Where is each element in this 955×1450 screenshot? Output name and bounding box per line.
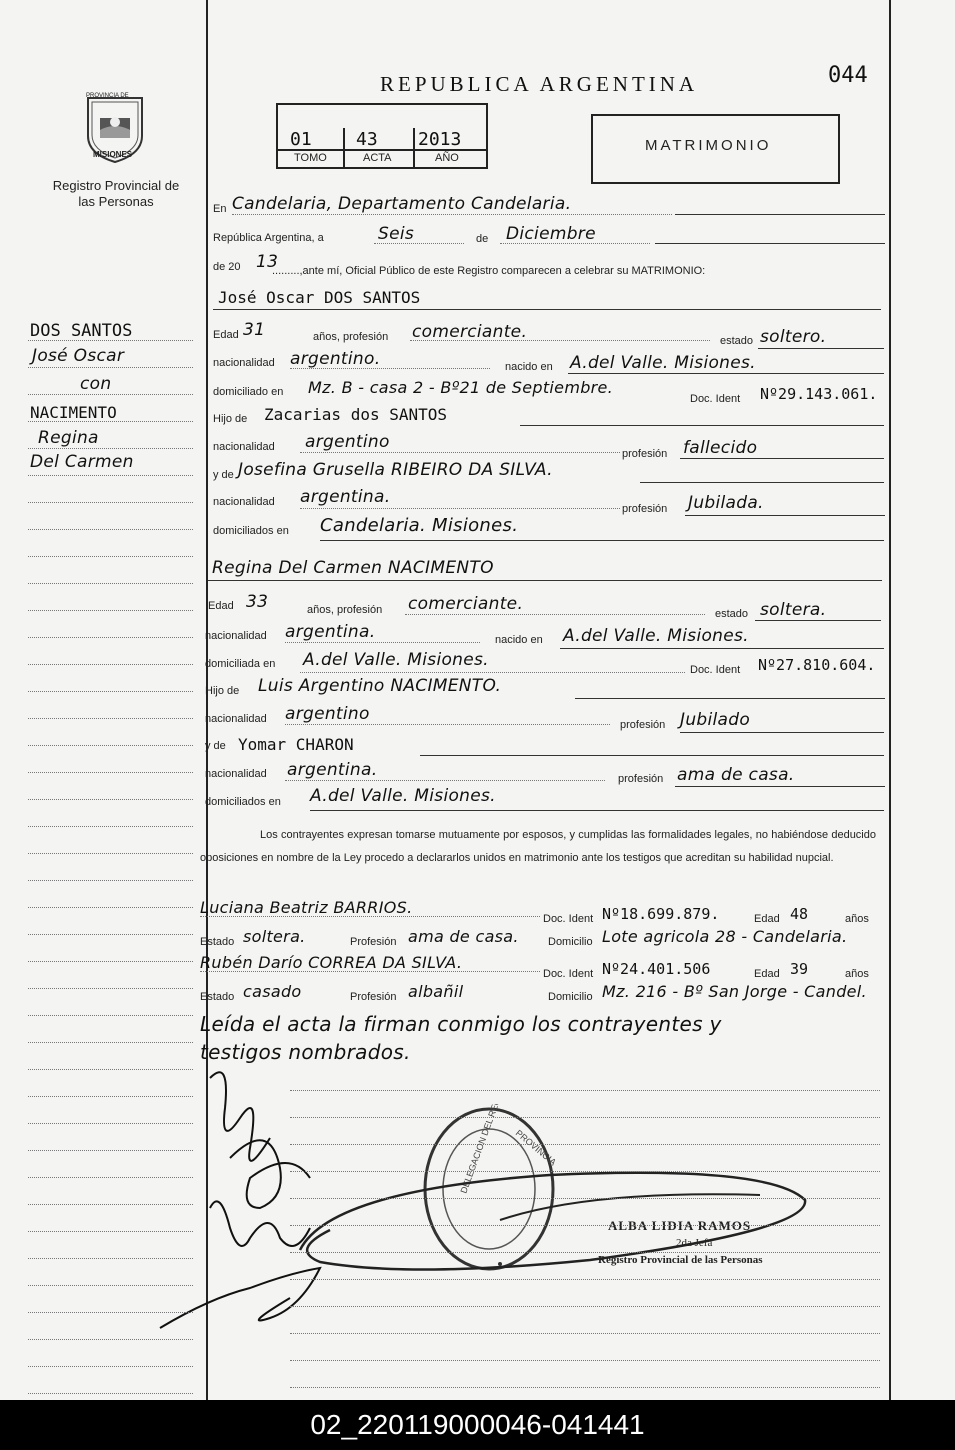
- nacionalidad-label: nacionalidad: [205, 768, 267, 780]
- nacionalidad-label: nacionalidad: [213, 496, 275, 508]
- svg-text:PROVINCIA: PROVINCIA: [513, 1127, 558, 1168]
- profesion-label: profesión: [620, 719, 666, 731]
- bride-mother-profession: ama de casa.: [677, 765, 795, 785]
- fill-line: [410, 340, 710, 341]
- witness-doc: Nº18.699.879.: [602, 905, 720, 923]
- republic-label: República Argentina, a: [213, 232, 324, 244]
- fill-line: [28, 1069, 193, 1070]
- marriage-year: 13: [256, 252, 279, 272]
- fill-line: [28, 934, 193, 935]
- witness-anos-label: años: [845, 913, 869, 925]
- closing-line-2: testigos nombrados.: [200, 1040, 411, 1064]
- witness-name: Luciana Beatriz BARRIOS.: [200, 898, 413, 917]
- fill-line: [208, 580, 882, 581]
- fill-line: [28, 1177, 193, 1178]
- nacido-label: nacido en: [505, 361, 553, 373]
- fill-line: [200, 916, 540, 917]
- registry-name: Registro Provincial de las Personas: [52, 178, 180, 209]
- fill-line: [28, 853, 193, 854]
- witness-age: 39: [790, 960, 809, 978]
- estado-label: estado: [715, 608, 749, 620]
- margin-line-6: Del Carmen: [30, 452, 134, 472]
- nacionalidad-label: nacionalidad: [205, 713, 267, 725]
- fill-line: [680, 732, 884, 733]
- fill-line: [28, 1285, 193, 1286]
- svg-text:DELEGACION DEL REGISTRO: DELEGACION DEL REGISTRO: [458, 1104, 512, 1195]
- doc-label: Doc. Ident: [690, 393, 741, 405]
- fill-line: [28, 880, 193, 881]
- witness-domicilio-label: Domicilio: [548, 936, 593, 948]
- fill-line: [28, 772, 193, 773]
- domiciliados-label: domiciliados en: [213, 525, 289, 537]
- bride-father-nationality: argentino: [285, 704, 370, 724]
- witness-doc: Nº24.401.506: [602, 960, 711, 978]
- tomo-label: TOMO: [294, 152, 327, 164]
- fill-line: [28, 1393, 193, 1394]
- fill-line: [290, 1306, 880, 1307]
- margin-line-1: DOS SANTOS: [30, 321, 133, 341]
- witness-doc-label: Doc. Ident: [543, 968, 594, 980]
- fill-line: [374, 243, 464, 244]
- domiciliada-label: domiciliada en: [205, 658, 276, 670]
- fill-line: [28, 367, 193, 368]
- groom-name: José Oscar DOS SANTOS: [218, 288, 421, 307]
- document-code: 02_220119000046-041441: [0, 1400, 955, 1450]
- appearance-text: .........,ante mí, Oficial Público de este Registro comparecen a celebrar su MATRIMONIO:: [272, 265, 706, 277]
- groom-father-profession: fallecido: [683, 438, 758, 458]
- bride-nationality: argentina.: [285, 622, 376, 642]
- acta-label: ACTA: [363, 152, 392, 164]
- right-margin-rule: [889, 0, 891, 1400]
- fill-line: [200, 971, 540, 972]
- fill-line: [300, 672, 685, 673]
- witness-estado-label: Estado: [200, 991, 235, 1003]
- bride-mother: Yomar CHARON: [238, 735, 354, 754]
- hijo-label: Hijo de: [213, 413, 248, 425]
- fill-line: [300, 508, 620, 509]
- witness-age: 48: [790, 905, 809, 923]
- groom-profession: comerciante.: [412, 322, 528, 342]
- fill-line: [28, 988, 193, 989]
- groom-nationality: argentino.: [290, 349, 381, 369]
- marriage-month: Diciembre: [506, 224, 596, 244]
- fill-line: [28, 583, 193, 584]
- fill-line: [28, 475, 193, 476]
- fill-line: [560, 648, 884, 649]
- witness-profesion-label: Profesión: [350, 991, 397, 1003]
- bride-civil-status: soltera.: [760, 600, 827, 620]
- fill-line: [28, 1312, 193, 1313]
- fill-line: [28, 394, 193, 395]
- year-prefix: de 20: [213, 261, 241, 273]
- groom-domicile: Mz. B - casa 2 - Bº21 de Septiembre.: [308, 378, 614, 397]
- fill-line: [232, 214, 672, 215]
- bride-domicile: A.del Valle. Misiones.: [303, 650, 489, 670]
- fill-line: [575, 698, 885, 699]
- groom-mother-nationality: argentina.: [300, 487, 391, 507]
- fill-line: [320, 540, 884, 541]
- bride-mother-nationality: argentina.: [287, 760, 378, 780]
- fill-line: [655, 243, 885, 244]
- domiciliado-label: domiciliado en: [213, 386, 284, 398]
- fill-line: [290, 1387, 880, 1388]
- fill-line: [28, 1366, 193, 1367]
- fill-line: [28, 637, 193, 638]
- witness-profesion-label: Profesión: [350, 936, 397, 948]
- fill-line: [285, 780, 605, 781]
- en-label: En: [213, 203, 227, 215]
- anio-value: 2013: [418, 129, 462, 150]
- fill-line: [213, 309, 881, 310]
- witness-profession: ama de casa.: [408, 927, 519, 946]
- act-type-label: MATRIMONIO: [645, 137, 772, 154]
- witness-profession: albañil: [408, 982, 464, 1001]
- bride-name: Regina Del Carmen NACIMENTO: [212, 558, 494, 578]
- bride-age: 33: [246, 592, 269, 612]
- witness-domicilio-label: Domicilio: [548, 991, 593, 1003]
- witness-domicile: Lote agricola 28 - Candelaria.: [602, 927, 848, 946]
- fill-line: [640, 482, 884, 483]
- fill-line: [28, 340, 193, 341]
- fill-line: [290, 1225, 880, 1226]
- fill-line: [28, 745, 193, 746]
- fill-line: [300, 452, 620, 453]
- fill-line: [28, 907, 193, 908]
- bride-born: A.del Valle. Misiones.: [563, 626, 749, 646]
- marriage-place: Candelaria, Departamento Candelaria.: [232, 194, 572, 214]
- nacionalidad-label: nacionalidad: [205, 630, 267, 642]
- fill-line: [28, 1204, 193, 1205]
- fill-line: [28, 610, 193, 611]
- fill-line: [290, 1171, 880, 1172]
- fill-line: [290, 1360, 880, 1361]
- acta-value: 43: [356, 129, 378, 150]
- hijo-label: Hijo de: [205, 685, 240, 697]
- margin-line-3: con: [80, 374, 112, 394]
- fill-line: [28, 502, 193, 503]
- fill-line: [28, 1231, 193, 1232]
- fill-line: [290, 1198, 880, 1199]
- edad-label: Edad: [213, 329, 239, 341]
- fill-line: [28, 448, 193, 449]
- margin-line-4: NACIMENTO: [30, 403, 117, 422]
- fill-line: [685, 515, 885, 516]
- fill-line: [675, 214, 885, 215]
- fill-line: [28, 799, 193, 800]
- fill-line: [675, 786, 885, 787]
- groom-born: A.del Valle. Misiones.: [570, 353, 756, 373]
- fill-line: [28, 1096, 193, 1097]
- fill-line: [758, 348, 884, 349]
- domiciliados-label: domiciliados en: [205, 796, 281, 808]
- bride-parents-domicile: A.del Valle. Misiones.: [310, 786, 496, 806]
- fill-line: [290, 368, 490, 369]
- groom-doc: Nº29.143.061.: [760, 385, 878, 403]
- fill-line: [290, 1090, 880, 1091]
- fill-line: [290, 1117, 880, 1118]
- fill-line: [290, 1279, 880, 1280]
- witness-status: soltera.: [243, 927, 306, 946]
- fill-line: [28, 718, 193, 719]
- witness-estado-label: Estado: [200, 936, 235, 948]
- country-title: REPUBLICA ARGENTINA: [380, 72, 699, 96]
- nacionalidad-label: nacionalidad: [213, 441, 275, 453]
- anos-profesion-label: años, profesión: [313, 331, 389, 343]
- official-org: Registro Provincial de las Personas: [598, 1254, 763, 1266]
- fill-line: [28, 826, 193, 827]
- margin-line-5: Regina: [38, 428, 99, 448]
- de-label: de: [476, 233, 489, 245]
- fill-line: [28, 421, 193, 422]
- fill-line: [28, 1150, 193, 1151]
- page-number: 044: [828, 63, 868, 88]
- groom-father-nationality: argentino: [305, 432, 390, 452]
- official-name: ALBA LIDIA RAMOS: [608, 1218, 752, 1233]
- groom-civil-status: soltero.: [760, 327, 827, 347]
- fill-line: [28, 529, 193, 530]
- fill-line: [28, 664, 193, 665]
- fill-line: [405, 614, 705, 615]
- y-de-label: y de: [213, 469, 234, 481]
- profesion-label: profesión: [618, 773, 664, 785]
- witness-status: casado: [243, 982, 302, 1001]
- nacionalidad-label: nacionalidad: [213, 357, 275, 369]
- party-signatures: [150, 1058, 350, 1358]
- fill-line: [28, 1015, 193, 1016]
- estado-label: estado: [720, 335, 754, 347]
- profesion-label: profesión: [622, 448, 668, 460]
- witness-edad-label: Edad: [754, 913, 780, 925]
- marriage-day: Seis: [378, 224, 415, 244]
- bride-profession: comerciante.: [408, 594, 524, 614]
- groom-father: Zacarias dos SANTOS: [264, 405, 448, 424]
- fill-line: [310, 810, 884, 811]
- bride-doc: Nº27.810.604.: [758, 656, 876, 674]
- fill-line: [28, 691, 193, 692]
- seal-top-text: PROVINCIA DE: [86, 93, 129, 99]
- edad-label: Edad: [208, 600, 234, 612]
- official-title: 2da Jefa: [676, 1237, 713, 1249]
- fill-line: [285, 642, 480, 643]
- witness-anos-label: años: [845, 968, 869, 980]
- witness-domicile: Mz. 216 - Bº San Jorge - Candel.: [602, 982, 867, 1001]
- fill-line: [28, 961, 193, 962]
- fill-line: [755, 620, 881, 621]
- fill-line: [290, 1144, 880, 1145]
- anio-label: AÑO: [435, 152, 459, 164]
- fill-line: [28, 1258, 193, 1259]
- bride-father: Luis Argentino NACIMENTO.: [258, 676, 502, 696]
- closing-line-1: Leída el acta la firman conmigo los contrayentes y: [200, 1012, 722, 1036]
- tomo-value: 01: [290, 129, 312, 150]
- y-de-label: y de: [205, 740, 226, 752]
- witness-edad-label: Edad: [754, 968, 780, 980]
- fill-line: [568, 373, 884, 374]
- nacido-label: nacido en: [495, 634, 543, 646]
- margin-line-2: José Oscar: [32, 346, 125, 366]
- declaration-text: Los contrayentes expresan tomarse mutuamente por esposos, y cumplidas las formalidades legales, no habiéndose deducido oposiciones en nombre de la Ley procedo a declararlos unidos en matrimonio ante los testigos que acreditan su habilidad nupcial.: [200, 829, 876, 864]
- groom-mother: Josefina Grusella RIBEIRO DA SILVA.: [238, 460, 553, 480]
- doc-label: Doc. Ident: [690, 664, 741, 676]
- bride-father-profession: Jubilado: [680, 710, 751, 730]
- groom-parents-domicile: Candelaria. Misiones.: [320, 515, 519, 536]
- fill-line: [500, 243, 650, 244]
- fill-line: [28, 1123, 193, 1124]
- witness-name: Rubén Darío CORREA DA SILVA.: [200, 953, 463, 972]
- fill-line: [28, 556, 193, 557]
- witness-doc-label: Doc. Ident: [543, 913, 594, 925]
- seal-bottom-text: MISIONES: [93, 150, 133, 159]
- fill-line: [290, 1333, 880, 1334]
- fill-line: [520, 425, 884, 426]
- fill-line: [420, 755, 884, 756]
- fill-line: [680, 458, 884, 459]
- fill-line: [28, 1042, 193, 1043]
- fill-line: [28, 1339, 193, 1340]
- anos-profesion-label: años, profesión: [307, 604, 383, 616]
- fill-line: [290, 1252, 880, 1253]
- fill-line: [285, 724, 610, 725]
- groom-mother-profession: Jubilada.: [688, 493, 764, 513]
- groom-age: 31: [243, 320, 266, 340]
- profesion-label: profesión: [622, 503, 668, 515]
